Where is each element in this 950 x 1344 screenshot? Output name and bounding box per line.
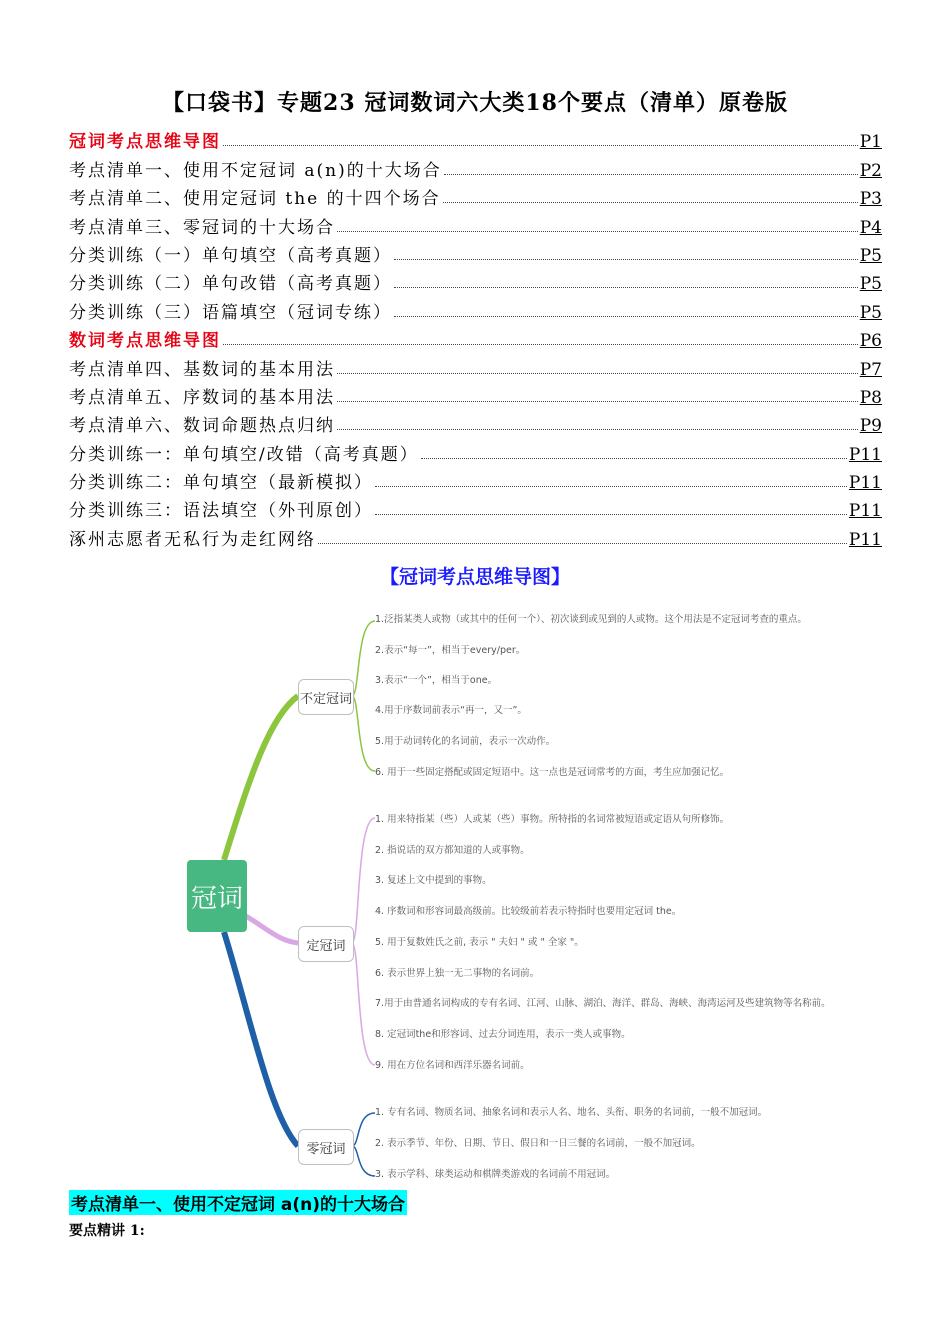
toc-entry-title[interactable]: 数词考点思维导图 (69, 331, 221, 352)
table-of-contents (69, 124, 882, 550)
toc-page-number[interactable]: P5 (859, 302, 882, 323)
mindmap-leaf-item: 3. 表示学科、球类运动和棋牌类游戏的名词前不用冠词。 (375, 1169, 616, 1180)
toc-entry[interactable] (69, 521, 882, 549)
mindmap-leaf-item: 3. 复述上文中提到的事物。 (375, 875, 492, 886)
mindmap-leaf-item: 7.用于由普通名词构成的专有名词、江河、山脉、湖泊、海洋、群岛、海峡、海湾运河及些建筑物等名称前。 (375, 998, 831, 1009)
mindmap-leaf-item: 6. 表示世界上独一无二事物的名词前。 (375, 968, 540, 979)
mindmap-leaf-item: 4. 序数词和形容词最高级前。比较级前若表示特指时也要用定冠词 the。 (375, 906, 682, 917)
toc-leader (421, 458, 847, 459)
mindmap-leaf-item: 8. 定冠词the和形容词、过去分词连用，表示一类人或事物。 (375, 1029, 631, 1040)
toc-page-number[interactable]: P5 (859, 245, 882, 266)
branch-line-definite (246, 916, 298, 943)
leaf-bracket-definite (352, 818, 375, 1065)
toc-leader (394, 259, 858, 260)
toc-leader (394, 287, 858, 288)
leaf-bracket-zero (352, 1113, 375, 1176)
toc-leader (337, 429, 858, 430)
toc-page-number[interactable]: P11 (848, 529, 882, 550)
toc-page-number[interactable]: P1 (859, 132, 882, 153)
toc-entry-title[interactable]: 分类训练三：语法填空（外刊原创） (69, 501, 373, 522)
mindmap-leaf-item: 5. 用于复数姓氏之前, 表示 " 夫妇 " 或 " 全家 "。 (375, 937, 584, 948)
toc-leader (223, 145, 858, 146)
mindmap-leaf-item: 4.用于序数词前表示“再一，又一”。 (375, 705, 527, 716)
toc-entry-title[interactable]: 考点清单一、使用不定冠词 a(n)的十大场合 (69, 160, 442, 181)
toc-leader (337, 401, 858, 402)
toc-entry[interactable] (69, 124, 882, 152)
toc-page-number[interactable]: P9 (859, 416, 882, 437)
toc-entry-title[interactable]: 考点清单五、序数词的基本用法 (69, 387, 335, 408)
toc-entry-title[interactable]: 分类训练（三）语篇填空（冠词专练） (69, 302, 392, 323)
mindmap-heading: 【冠词考点思维导图】 (379, 566, 570, 588)
branch-line-indefinite (224, 696, 298, 860)
toc-page-number[interactable]: P5 (859, 274, 882, 295)
toc-entry-title[interactable]: 考点清单四、基数词的基本用法 (69, 359, 335, 380)
toc-entry-title[interactable]: 考点清单三、零冠词的十大场合 (69, 217, 335, 238)
toc-entry[interactable] (69, 152, 882, 180)
mindmap-leaf-item: 1. 专有名词、物质名词、抽象名词和表示人名、地名、头衔、职务的名词前，一般不加冠词。 (375, 1107, 768, 1118)
toc-entry[interactable] (69, 465, 882, 493)
toc-entry[interactable] (69, 266, 882, 294)
toc-entry[interactable] (69, 408, 882, 436)
toc-entry-title[interactable]: 冠词考点思维导图 (69, 132, 221, 153)
toc-entry[interactable] (69, 323, 882, 351)
toc-page-number[interactable]: P6 (859, 331, 882, 352)
toc-page-number[interactable]: P2 (859, 160, 882, 181)
toc-entry[interactable] (69, 493, 882, 521)
document-title: 【口袋书】专题23 冠词数词六大类18个要点（清单）原卷版 (162, 90, 788, 116)
toc-entry[interactable] (69, 294, 882, 322)
toc-leader (375, 514, 847, 515)
toc-entry-title[interactable]: 分类训练（二）单句改错（高考真题） (69, 274, 392, 295)
toc-entry-title[interactable]: 考点清单二、使用定冠词 the 的十四个场合 (69, 189, 441, 210)
toc-entry-title[interactable]: 分类训练（一）单句填空（高考真题） (69, 245, 392, 266)
toc-leader (394, 316, 858, 317)
toc-page-number[interactable]: P8 (859, 387, 882, 408)
mindmap-leaf-item: 3.表示“一个”，相当于one。 (375, 675, 498, 686)
toc-entry[interactable] (69, 181, 882, 209)
mindmap-root: 冠词 (187, 860, 247, 932)
section-subheading: 要点精讲 1: (69, 1223, 145, 1239)
toc-entry[interactable] (69, 380, 882, 408)
mindmap-leaf-item: 9. 用在方位名词和西洋乐器名词前。 (375, 1060, 530, 1071)
mindmap-leaf-item: 2.表示“每一”，相当于every/per。 (375, 645, 526, 656)
toc-page-number[interactable]: P7 (859, 359, 882, 380)
toc-leader (375, 486, 847, 487)
mindmap-leaf-item: 2. 表示季节、年份、日期、节日、假日和一日三餐的名词前，一般不加冠词。 (375, 1138, 701, 1149)
toc-entry-title[interactable]: 涿州志愿者无私行为走红网络 (69, 529, 316, 550)
mindmap-leaf-item: 5.用于动词转化的名词前，表示一次动作。 (375, 736, 556, 747)
toc-entry-title[interactable]: 考点清单六、数词命题热点归纳 (69, 416, 335, 437)
toc-page-number[interactable]: P3 (859, 189, 882, 210)
toc-leader (443, 202, 858, 203)
branch-line-zero (224, 932, 298, 1146)
toc-entry[interactable] (69, 209, 882, 237)
toc-entry[interactable] (69, 436, 882, 464)
toc-page-number[interactable]: P11 (848, 501, 882, 522)
toc-entry[interactable] (69, 351, 882, 379)
toc-leader (444, 174, 858, 175)
toc-leader (318, 543, 847, 544)
toc-entry-title[interactable]: 分类训练二：单句填空（最新模拟） (69, 473, 373, 494)
toc-leader (337, 373, 858, 374)
leaf-bracket-indefinite (352, 621, 375, 771)
mindmap-leaf-item: 2. 指说话的双方都知道的人或事物。 (375, 845, 530, 856)
mindmap-leaf-item: 1. 用来特指某（些）人或某（些）事物。所特指的名词常被短语或定语从句所修饰。 (375, 814, 730, 825)
toc-entry-title[interactable]: 分类训练一：单句填空/改错（高考真题） (69, 444, 419, 465)
branch-definite-article: 定冠词 (298, 926, 354, 962)
toc-page-number[interactable]: P11 (848, 473, 882, 494)
article-mindmap (180, 596, 831, 1194)
mindmap-leaf-item: 6. 用于一些固定搭配或固定短语中。这一点也是冠词常考的方面，考生应加强记忆。 (375, 767, 730, 778)
branch-indefinite-article: 不定冠词 (298, 679, 354, 715)
toc-leader (223, 344, 858, 345)
toc-leader (337, 231, 858, 232)
section-heading: 考点清单一、使用不定冠词 a(n)的十大场合 (69, 1190, 407, 1215)
branch-zero-article: 零冠词 (298, 1129, 354, 1165)
toc-page-number[interactable]: P11 (848, 444, 882, 465)
mindmap-leaf-item: 1.泛指某类人或物（或其中的任何一个）、初次谈到或见到的人或物。这个用法是不定冠词考查的重点。 (375, 614, 807, 625)
toc-page-number[interactable]: P4 (859, 217, 882, 238)
toc-entry[interactable] (69, 238, 882, 266)
